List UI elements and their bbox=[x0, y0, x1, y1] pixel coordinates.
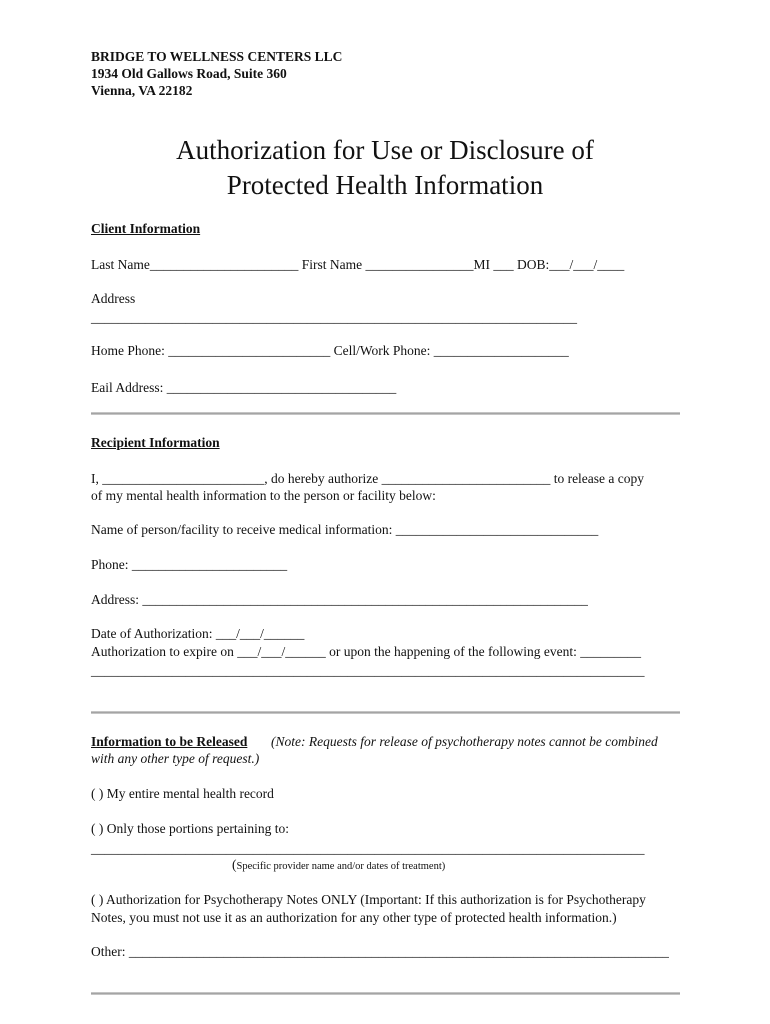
option-psychotherapy-notes-line1[interactable]: ( ) Authorization for Psychotherapy Notes ONLY (Important: If this authorization is for Psychotherapy bbox=[91, 892, 646, 907]
client-email-line[interactable]: Eail Address: __________________________________ bbox=[91, 380, 397, 395]
option-portions[interactable]: ( ) Only those portions pertaining to: bbox=[91, 821, 289, 836]
section-divider bbox=[91, 711, 680, 714]
recipient-address-line[interactable]: Address: __________________________________________________________________ bbox=[91, 592, 588, 607]
company-name: BRIDGE TO WELLNESS CENTERS LLC bbox=[91, 49, 343, 64]
portions-caption-paren: ( bbox=[232, 857, 237, 872]
company-address-line1: 1934 Old Gallows Road, Suite 360 bbox=[91, 66, 287, 81]
portions-caption-text: Specific provider name and/or dates of treatment) bbox=[236, 861, 446, 872]
company-address-line2: Vienna, VA 22182 bbox=[91, 83, 193, 98]
option-entire-record[interactable]: ( ) My entire mental health record bbox=[91, 786, 274, 801]
authorize-statement-line1[interactable]: I, ________________________, do hereby authorize _________________________ to release a copy bbox=[91, 471, 645, 486]
form-title-line1: Authorization for Use or Disclosure of bbox=[176, 135, 594, 165]
section-divider bbox=[91, 412, 680, 415]
psychotherapy-note-line2: with any other type of request.) bbox=[91, 751, 260, 766]
portions-caption bbox=[232, 856, 445, 874]
psychotherapy-note-line1: (Note: Requests for release of psychotherapy notes cannot be combined bbox=[271, 734, 658, 749]
portions-field[interactable]: __________________________________________________________________________________ bbox=[91, 841, 645, 856]
client-phone-line[interactable]: Home Phone: ________________________ Cell/Work Phone: ____________________ bbox=[91, 343, 569, 358]
form-title-line2: Protected Health Information bbox=[226, 170, 544, 200]
section-divider bbox=[91, 992, 680, 995]
recipient-name-facility-line[interactable]: Name of person/facility to receive medical information: ______________________________ bbox=[91, 522, 599, 537]
client-information-heading: Client Information bbox=[91, 221, 201, 236]
client-address-field[interactable]: ________________________________________________________________________ bbox=[91, 310, 577, 325]
option-psychotherapy-notes-line2: Notes, you must not use it as an authorization for any other type of protected health information.) bbox=[91, 910, 617, 925]
information-released-heading: Information to be Released bbox=[91, 734, 248, 749]
authorize-statement-line2: of my mental health information to the person or facility below: bbox=[91, 488, 436, 503]
other-line[interactable]: Other: ________________________________________________________________________________ bbox=[91, 944, 669, 959]
date-of-authorization-line[interactable]: Date of Authorization: ___/___/______ bbox=[91, 626, 305, 641]
authorization-expire-line[interactable]: Authorization to expire on ___/___/______ or upon the happening of the following event: _________ bbox=[91, 644, 642, 659]
client-address-label: Address bbox=[91, 291, 136, 306]
recipient-information-heading: Recipient Information bbox=[91, 435, 220, 450]
expire-event-field[interactable]: __________________________________________________________________________________ bbox=[91, 663, 645, 678]
client-name-dob-line[interactable]: Last Name______________________ First Name ________________MI ___ DOB:___/___/____ bbox=[91, 257, 625, 272]
recipient-phone-line[interactable]: Phone: _______________________ bbox=[91, 557, 288, 572]
